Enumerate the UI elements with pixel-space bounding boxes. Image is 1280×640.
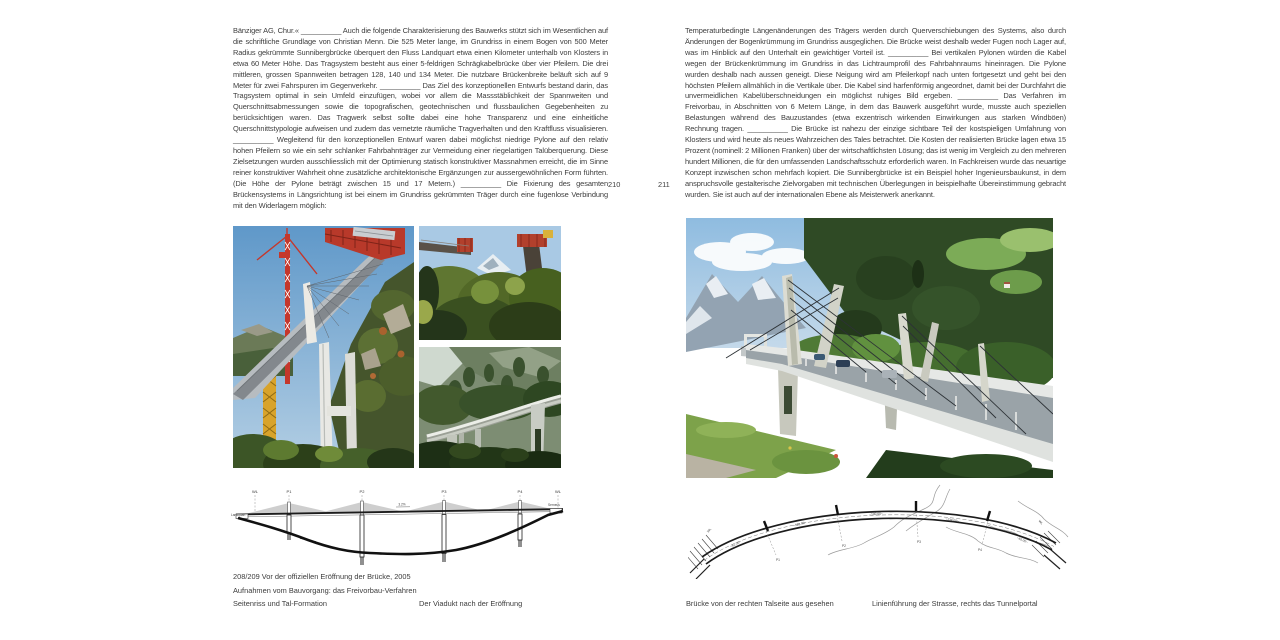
photo-bridge-construction-from-below	[233, 226, 414, 468]
elev-place-right: Serneus	[548, 503, 560, 507]
caption-right-2: Linienführung der Strasse, rechts das Tunnelportal	[872, 599, 1038, 608]
elev-label-p2: P2	[359, 489, 365, 494]
elevation-drawing	[230, 484, 566, 566]
right-page-number: 211	[658, 180, 670, 189]
elev-label-wl-right: WL	[555, 489, 561, 494]
caption-left-3: Seitenriss und Tal-Formation	[233, 599, 327, 608]
elev-place-left: Landquart	[231, 513, 246, 517]
plan-dim-1: ~62.00~	[729, 539, 742, 549]
plan-dim-4: ~134.00~	[945, 516, 960, 524]
slope-label: 3.2%	[398, 502, 406, 507]
plan-label-p2: P2	[842, 544, 846, 548]
elev-label-p1: P1	[286, 489, 292, 494]
photo-cantilever-arms	[419, 226, 561, 340]
plan-dim-3: ~140.00~	[869, 511, 883, 517]
caption-left-2: Aufnahmen vom Bauvorgang: das Freivorbau-Verfahren	[233, 586, 417, 595]
plan-label-wl-right: WL	[1037, 519, 1044, 526]
elev-label-p3: P3	[441, 489, 447, 494]
left-page-number: 210	[608, 180, 621, 189]
caption-left-1: 208/209 Vor der offiziellen Eröffnung der Brücke, 2005	[233, 572, 411, 581]
caption-right-1: Brücke von der rechten Talseite aus gesehen	[686, 599, 834, 608]
elev-label-wl-left: WL	[252, 489, 258, 494]
plan-label-p1: P1	[776, 558, 780, 562]
caption-left-4: Der Viadukt nach der Eröffnung	[419, 599, 523, 608]
plan-label-p4: P4	[978, 548, 982, 552]
elev-label-p4: P4	[517, 489, 523, 494]
right-page-body-text: Temperaturbedingte Längenänderungen des Trägers werden durch Querverschiebungen des Systems, also durch Änderungen der Bogenkrümmung im Grundriss ausgeglichen. Die Brücke weist deshalb weder Fugen noch Lager auf, was im Hinblick auf den Unterhalt ein gewichtiger Vorteil ist. __________ Bei vertikalen Pylonen würden die Kabel wegen der Brückenkrümmung im Grundriss in das Lichtraumprofil des Fahrbahnraums hineinragen. Die Pylone wurden deshalb nach aussen geneigt. Diese Neigung wird am Pfeilerkopf nach unten fortgesetzt und geht bei den höchsten Pfeilern allmählich in die Vertikale über. Die Kabel sind harfenförmig angeordnet, damit bei der Durchfahrt die unvermeidlichen Kabelüberschneidungen ein möglichst ruhiges Bild ergeben. __________ Das Verfahren im Freivorbau, in Abschnitten von 6 Metern Länge, in dem das Bauwerk ausgeführt wurde, musste auch speziellen Belastungen während des Bauzustandes (etwa exzentrisch wirkenden Einwirkungen aus starken Windböen) Rechnung tragen. __________ Die Brücke ist nahezu der einzige sichtbare Teil der kostspieligen Umfahrung von Klosters und wird heute als neues Wahrzeichen des Tales betrachtet. Die Kosten der realisierten Brücke lagen etwa 15 Prozent (nominell: 2 Millionen Franken) über der wirtschaftlichsten Lösung; das ist wenig im Vergleich zu den mehreren hundert Millionen, die für den umfassenden Landschaftsschutz erforderlich waren. In Fachkreisen wurde das neuartige Konzept inzwischen schon mehrfach kopiert. Die Sunnibergbrücke ist ein Beispiel hoher Ingenieursbaukunst, in dem anspruchsvolle gestalterische Zielvorgaben mit technischen Überlegungen in beispielhafte Übereinstimmung gebracht wurden. Sie ist auch auf der internationalen Ebene als Meisterwerk anerkannt.	[685, 26, 1066, 199]
left-page-body-text: Bänziger AG, Chur.« __________ Auch die folgende Charakterisierung des Bauwerks stützt sich im Wesentlichen auf die schriftliche Grundlage von Christian Menn. Die 525 Meter lange, im Grundriss in einem Bogen von 500 Meter Radius gekrümmte Sunnibergbrücke überquert den Fluss Landquart etwa einen Kilometer unterhalb von Klosters in etwa 60 Meter Höhe. Das Tragsystem besteht aus einer 5-feldrigen Schrägkabelbrücke über vier Pfeilern. Die drei mittleren, grossen Spannweiten betragen 128, 140 und 134 Meter. Die nutzbare Brückenbreite beläuft sich auf 9 Meter für zwei Fahrspuren im Gegenverkehr. __________ Das Ziel des konzeptionellen Entwurfs bestand darin, das Tragsystem optimal in sein Umfeld einzufügen, wobei vor allem die Massstäblichkeit der Spannweiten und Querschnittsabmessungen sowie die topografischen, geotechnischen und flussbaulichen Gegebenheiten zu berücksichtigen waren. Das Tragwerk selbst sollte dabei eine hohe Transparenz und eine einheitliche Querschnittstypologie aufweisen und zudem das vernetzte räumliche Tragverhalten und den Kraftfluss visualisieren. __________ Wegleitend für den konzeptionellen Entwurf waren dabei möglichst niedrige Pylone auf den relativ hohen Pfeilern so wie ein sehr schlanker Fahrbahnträger zur Vermeidung einer riegelartigen Talüberquerung. Diese Zielsetzungen wurden ausschliesslich mit der Optimierung statisch konstruktiver Massnahmen erreicht, die im Sinne reiner konstruktiver Wahrheit ohne zusätzliche architektonische Ergänzungen zur aussergewöhnlichen Form führten. (Die Höhe der Pylone beträgt zwischen 15 und 17 Metern.) __________ Die Fixierung des gesamten Brückensystems in Längsrichtung ist bei einem im Grundriss gekrümmten Träger durch eine fugenlose Verbindung mit den Widerlagern möglich:	[233, 26, 608, 210]
photo-bridge-from-valley-side	[686, 218, 1053, 478]
plan-drawing	[688, 483, 1070, 579]
plan-label-wl-left: WL	[706, 527, 713, 534]
abutment-hatching	[688, 531, 1060, 569]
photo-viaduct-in-valley	[419, 347, 561, 468]
plan-dim-2: ~128.00~	[792, 520, 807, 528]
river	[828, 485, 1068, 563]
plan-dim-5: ~65.00~	[1016, 535, 1029, 545]
plan-label-p3: P3	[917, 540, 921, 544]
road-edge-inner	[706, 518, 1052, 564]
